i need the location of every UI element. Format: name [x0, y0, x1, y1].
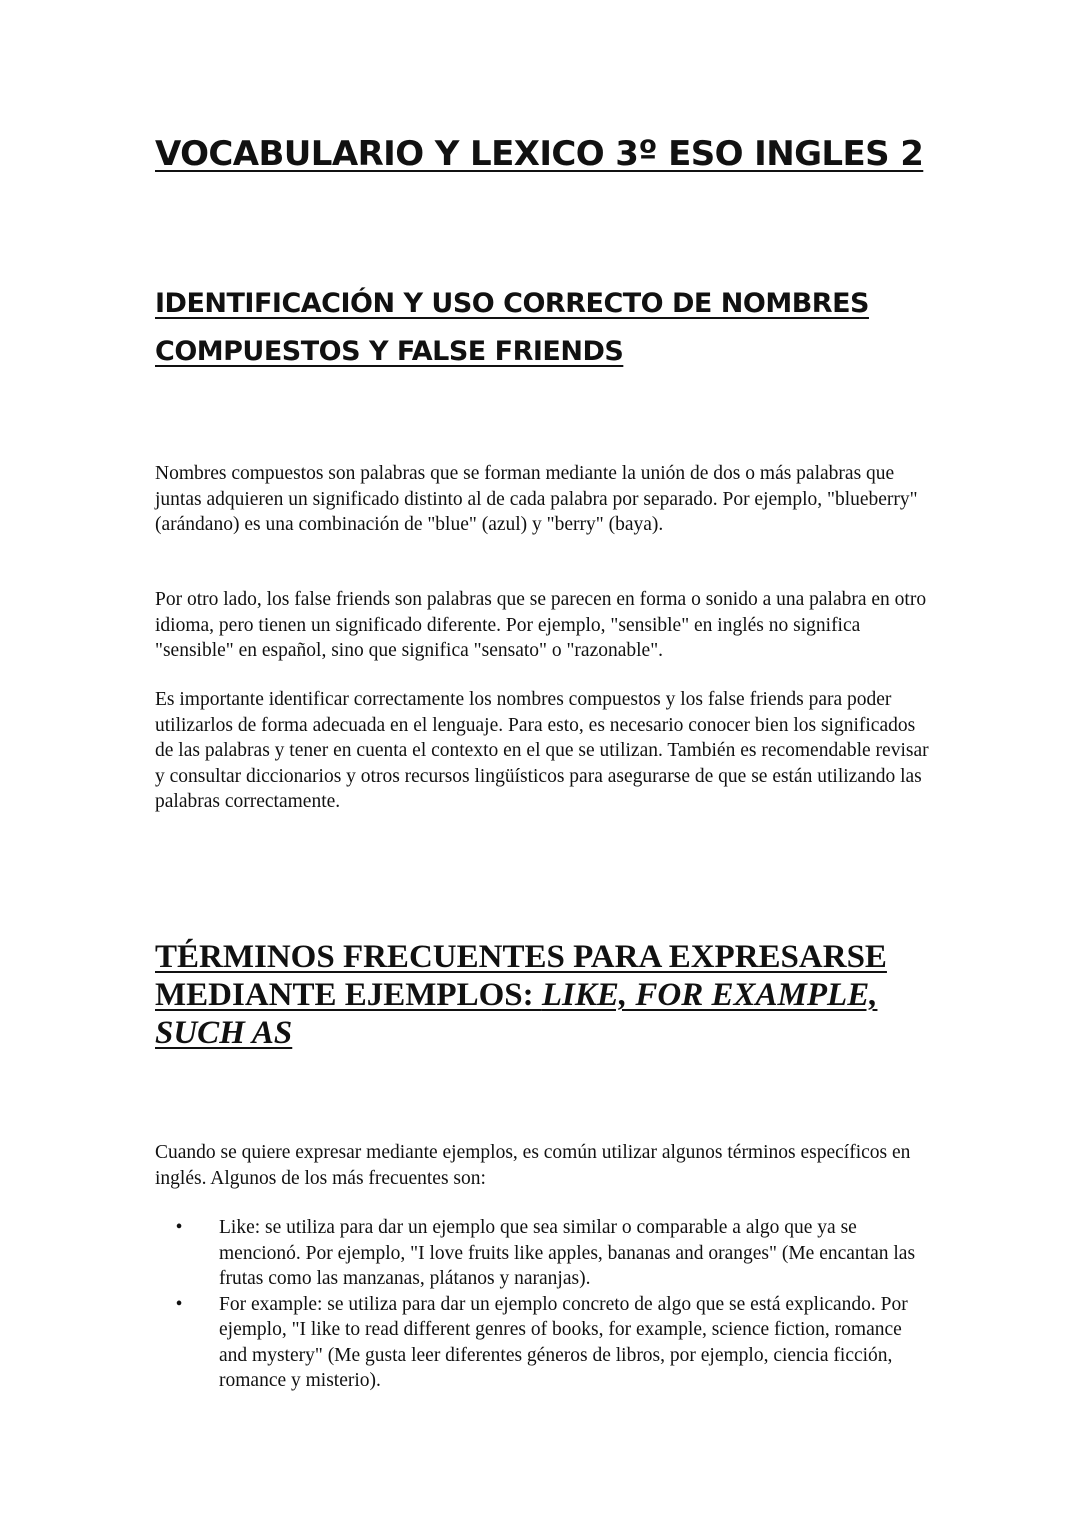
page-title: VOCABULARIO Y LEXICO 3º ESO INGLES 2 [155, 134, 924, 174]
list-item-text: Like: se utiliza para dar un ejemplo que sea similar o comparable a algo que ya se mencionó. Por ejemplo, "I love fruits like apples, bananas and oranges" (Me encantan las frutas como las manzanas, plátanos y naranjas). [219, 1217, 916, 1289]
paragraph-importance: Es importante identificar correctamente los nombres compuestos y los false friends para poder utilizarlos de forma adecuada en el lenguaje. Para esto, es necesario conocer bien los significados de las palabras y tener en cuenta el contexto en el que se utilizan. También es recomendable revisar y consultar diccionarios y otros recursos lingüísticos para asegurarse de que se están utilizando las palabras correctamente. [155, 689, 929, 812]
section-heading-examples-plain: TÉRMINOS FRECUENTES PARA EXPRESARSE MEDIANTE EJEMPLOS: [155, 939, 887, 1013]
list-item [155, 1292, 930, 1394]
list-item-text: For example: se utiliza para dar un ejemplo concreto de algo que se está explicando. Por ejemplo, "I like to read different genres of books, for example, science fiction, romance and mystery" (Me gusta leer diferentes géneros de libros, por ejemplo, ciencia ficción, romance y misterio). [219, 1293, 908, 1391]
section-heading-examples-italic: LIKE, FOR EXAMPLE, SUCH AS [155, 977, 878, 1051]
bullet-icon: • [175, 1217, 183, 1238]
bullet-list [155, 1215, 930, 1394]
paragraph-examples-intro: Cuando se quiere expresar mediante ejemplos, es común utilizar algunos términos específicos en inglés. Algunos de los más frecuentes son: [155, 1142, 911, 1189]
paragraph-false-friends: Por otro lado, los false friends son palabras que se parecen en forma o sonido a una palabra en otro idioma, pero tienen un significado diferente. Por ejemplo, "sensible" en inglés no significa "sensible" en español, sino que significa "sensato" o "razonable". [155, 589, 927, 661]
bullet-icon: • [175, 1293, 183, 1315]
list-item [155, 1215, 930, 1292]
section-heading-compound-nouns: IDENTIFICACIÓN Y USO CORRECTO DE NOMBRES COMPUESTOS Y FALSE FRIENDS [155, 288, 869, 367]
section-heading-examples [155, 938, 935, 1052]
paragraph-compound-nouns: Nombres compuestos son palabras que se forman mediante la unión de dos o más palabras que juntas adquieren un significado distinto al de cada palabra por separado. Por ejemplo, "blueberry" (arándano) es una combinación de "blue" (azul) y "berry" (baya). [155, 463, 918, 535]
